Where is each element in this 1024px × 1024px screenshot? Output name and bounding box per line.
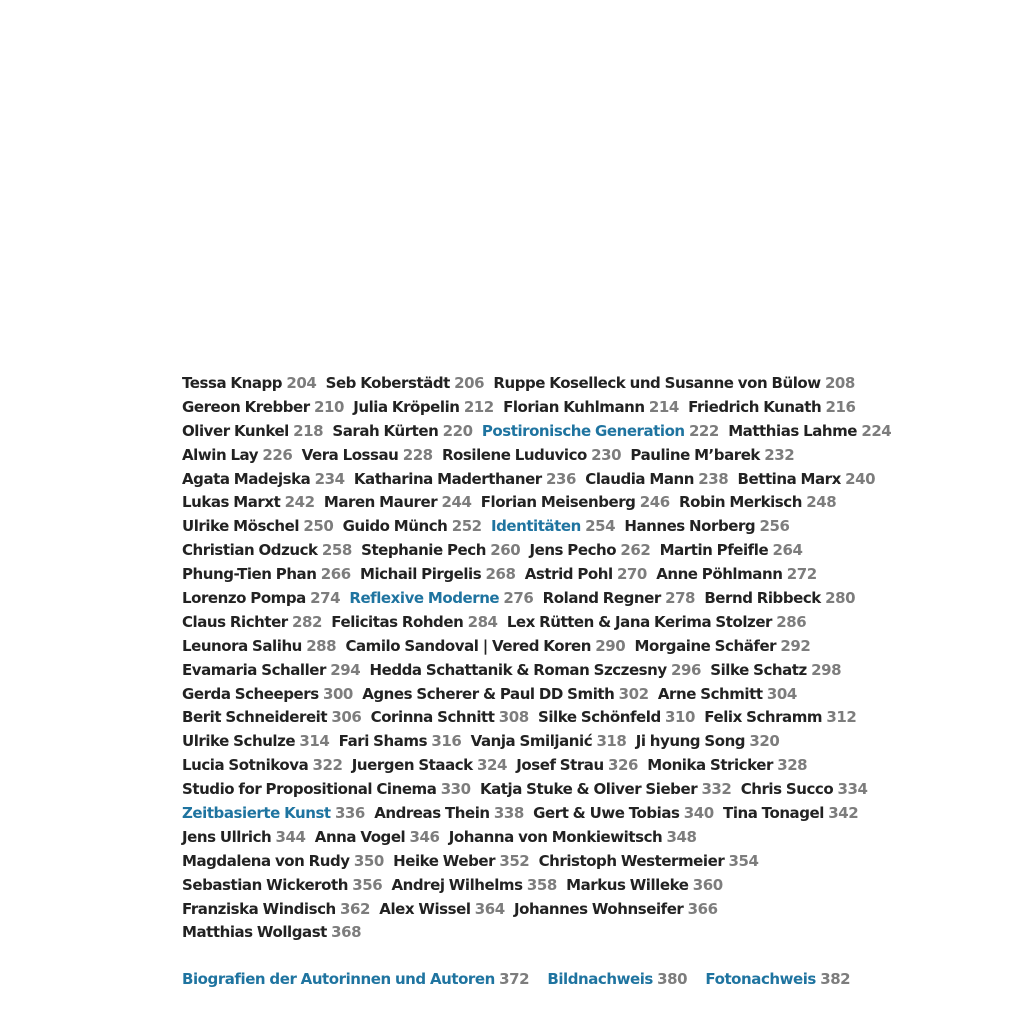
toc-line (182, 515, 882, 539)
toc-artist-entry (543, 589, 695, 607)
toc-artist-name: Maren Maurer (323, 493, 438, 512)
toc-artist-name: Phung-Tien Phan (182, 565, 317, 584)
toc-artist-name: Gereon Krebber (182, 397, 310, 416)
toc-page-number: 298 (811, 660, 842, 679)
toc-page-number: 342 (828, 804, 859, 823)
toc-page-number: 382 (820, 970, 851, 988)
toc-artist-entry (182, 541, 352, 559)
toc-artist-name: Anna Vogel (314, 827, 406, 846)
toc-artist-name: Juergen Staack (351, 756, 473, 775)
toc-page-number: 284 (467, 612, 498, 631)
toc-artist-entry (710, 661, 841, 679)
toc-page-number: 380 (657, 970, 688, 988)
toc-page-number: 300 (322, 684, 353, 703)
toc-artist-name: Bernd Ribbeck (704, 589, 821, 608)
toc-page-number: 258 (321, 541, 352, 560)
toc-artist-name: Florian Meisenberg (480, 493, 636, 512)
toc-artist-entry (525, 565, 647, 583)
toc-section-entry (482, 422, 719, 440)
toc-page-number: 312 (826, 708, 857, 727)
toc-artist-name: Chris Succo (740, 780, 834, 799)
toc-artist-name: Silke Schatz (710, 660, 807, 679)
toc-line (182, 635, 882, 659)
toc-artist-name: Stephanie Pech (361, 541, 486, 560)
toc-page-number: 274 (310, 589, 341, 608)
toc-artist-entry (371, 708, 529, 726)
toc-artist-name: Gerda Scheepers (182, 684, 319, 703)
toc-page-number: 270 (616, 565, 647, 584)
toc-artist-entry (471, 732, 627, 750)
toc-page-number: 346 (409, 827, 440, 846)
toc-artist-name: Hedda Schattanik & Roman Szczesny (369, 660, 667, 679)
toc-artist-entry (658, 685, 797, 703)
toc-appendix-entry (547, 970, 687, 988)
toc-artist-name: Bettina Marx (737, 469, 841, 488)
toc-artist-entry (302, 446, 433, 464)
toc-artist-name: Josef Strau (516, 756, 604, 775)
toc-page-number: 252 (451, 517, 482, 536)
toc-artist-entry (514, 900, 718, 918)
toc-artist-entry (182, 852, 384, 870)
toc-page-number: 360 (692, 875, 723, 894)
toc-page-number: 244 (441, 493, 472, 512)
toc-page-number: 250 (303, 517, 334, 536)
toc-artist-name: Anne Pöhlmann (656, 565, 783, 584)
toc-page-number: 306 (331, 708, 362, 727)
toc-page-number: 272 (786, 565, 817, 584)
toc-page-number: 316 (431, 732, 462, 751)
toc-artist-name: Hannes Norberg (624, 517, 756, 536)
toc-page-number: 254 (585, 517, 616, 536)
toc-artist-name: Jens Ullrich (182, 827, 272, 846)
toc-artist-entry (182, 708, 361, 726)
toc-page-number: 328 (777, 756, 808, 775)
toc-page-number: 234 (314, 469, 345, 488)
toc-page-number: 366 (687, 899, 718, 918)
toc-artist-name: Christian Odzuck (182, 541, 318, 560)
toc-artist-entry (182, 661, 360, 679)
toc-artist-entry (315, 828, 440, 846)
toc-artist-entry (370, 661, 701, 679)
toc-artist-entry (738, 470, 876, 488)
toc-artist-name: Evamaria Schaller (182, 660, 326, 679)
toc-artist-name: Johanna von Monkiewitsch (448, 827, 663, 846)
toc-page-number: 286 (776, 612, 807, 631)
toc-artist-entry (352, 756, 507, 774)
toc-artist-entry (507, 613, 806, 631)
toc-page-number: 268 (485, 565, 516, 584)
toc-artist-entry (182, 756, 343, 774)
toc-section-title: Postironische Generation (481, 421, 685, 440)
toc-artist-entry (182, 446, 292, 464)
toc-section-entry (349, 589, 533, 607)
toc-artist-entry (393, 852, 529, 870)
toc-artist-name: Matthias Wollgast (182, 923, 327, 942)
toc-artist-name: Felix Schramm (704, 708, 823, 727)
toc-page-number: 260 (490, 541, 521, 560)
toc-page-number: 282 (292, 612, 323, 631)
toc-page-number: 206 (454, 374, 485, 392)
toc-artist-name: Ji hyung Song (635, 732, 746, 751)
toc-artist-name: Alex Wissel (379, 899, 471, 918)
toc-artist-entry (182, 732, 329, 750)
toc-page-number: 354 (728, 851, 759, 870)
toc-artist-entry (480, 780, 731, 798)
toc-artist-entry (182, 493, 315, 511)
toc-page-number: 358 (526, 875, 557, 894)
toc-page-number: 314 (299, 732, 330, 751)
toc-artist-name: Gert & Uwe Tobias (533, 804, 680, 823)
toc-artist-entry (362, 685, 648, 703)
toc-page-number: 256 (759, 517, 790, 536)
toc-artist-entry (182, 900, 370, 918)
toc-artist-entry (182, 398, 344, 416)
toc-artist-entry (481, 493, 670, 511)
toc-page-number: 336 (334, 804, 365, 823)
toc-artist-entry (182, 589, 340, 607)
toc-page-number: 352 (499, 851, 530, 870)
toc-artist-name: Martin Pfeifle (659, 541, 769, 560)
toc-artist-entry (660, 541, 803, 559)
toc-artist-entry (516, 756, 638, 774)
toc-line (182, 802, 882, 826)
toc-page-number: 326 (608, 756, 638, 775)
toc-page-number: 350 (353, 851, 384, 870)
toc-page-number: 330 (440, 780, 471, 799)
toc-artist-entry (636, 732, 780, 750)
toc-appendix-title: Fotonachweis (705, 970, 816, 988)
toc-artist-name: Friedrich Kunath (688, 397, 822, 416)
toc-page-number: 262 (620, 541, 651, 560)
toc-artist-name: Guido Münch (342, 517, 448, 536)
toc-artist-name: Alwin Lay (182, 445, 259, 464)
toc-artist-name: Tina Tonagel (723, 804, 824, 823)
toc-artist-entry (182, 828, 306, 846)
toc-artist-entry (343, 517, 482, 535)
toc-page-number: 348 (666, 827, 697, 846)
toc-artist-entry (332, 422, 472, 440)
toc-artist-entry (182, 685, 353, 703)
toc-page-number: 308 (498, 708, 529, 727)
toc-artist-name: Robin Merkisch (678, 493, 802, 512)
toc-line (182, 754, 882, 778)
toc-artist-name: Sebastian Wickeroth (182, 875, 348, 894)
toc-page-number: 356 (352, 875, 383, 894)
toc-artist-entry (741, 780, 868, 798)
toc-page-number: 372 (499, 970, 530, 988)
toc-artist-entry (345, 637, 625, 655)
toc-page-number: 318 (596, 732, 627, 751)
toc-page-number: 212 (463, 397, 494, 416)
toc-page-number: 210 (313, 397, 344, 416)
toc-page-number: 294 (330, 660, 361, 679)
toc-artist-entry (182, 422, 323, 440)
toc-artist-name: Katharina Maderthaner (353, 469, 542, 488)
toc-artist-entry (723, 804, 858, 822)
toc-artist-name: Berit Schneidereit (182, 708, 328, 727)
toc-page-number: 208 (824, 374, 855, 392)
toc-page-number: 242 (284, 493, 315, 512)
toc-artist-name: Heike Weber (393, 851, 496, 870)
toc-artist-name: Magdalena von Rudy (182, 851, 350, 870)
toc-line (182, 778, 882, 802)
toc-artist-entry (339, 732, 462, 750)
toc-artist-entry (529, 541, 650, 559)
toc-page-number: 238 (698, 469, 729, 488)
toc-page-number: 320 (749, 732, 780, 751)
toc-artist-entry (503, 398, 679, 416)
toc-artist-entry (182, 876, 382, 894)
toc-appendix-title: Bildnachweis (547, 970, 653, 988)
toc-artist-entry (391, 876, 556, 894)
toc-page-number: 246 (639, 493, 670, 512)
toc-artist-name: Roland Regner (542, 589, 661, 608)
toc-artist-entry (182, 374, 316, 392)
toc-section-title: Identitäten (490, 517, 581, 536)
toc-artist-name: Leunora Salihu (182, 636, 302, 655)
toc-artist-entry (538, 708, 695, 726)
toc-page-number: 204 (286, 374, 317, 392)
toc-artist-entry (704, 589, 855, 607)
toc-page-number: 290 (595, 636, 626, 655)
toc-appendix (182, 968, 864, 992)
toc-page-number: 266 (320, 565, 351, 584)
toc-artist-entry (635, 637, 811, 655)
toc-page-number: 276 (503, 589, 534, 608)
toc-artist-name: Monika Stricker (647, 756, 773, 775)
toc-page-number: 214 (648, 397, 679, 416)
toc-artist-entry (688, 398, 855, 416)
toc-artist-entry (182, 470, 345, 488)
toc-line (182, 372, 882, 396)
toc-line (182, 898, 882, 922)
toc-page-number: 226 (262, 445, 293, 464)
toc-page-number: 228 (402, 445, 433, 464)
toc-page-number: 362 (340, 899, 370, 918)
toc-artist-name: Claus Richter (182, 612, 288, 631)
toc-page-number: 264 (772, 541, 803, 560)
toc-artist-entry (379, 900, 504, 918)
toc-artist-entry (566, 876, 723, 894)
toc-artist-entry (585, 470, 728, 488)
toc-artist-entry (493, 374, 855, 392)
toc-page-number: 340 (683, 804, 714, 823)
toc-artist-name: Seb Koberstädt (325, 374, 450, 392)
toc-artist-name: Lucia Sotnikova (182, 756, 309, 775)
toc-page-number: 236 (546, 469, 577, 488)
toc-artist-entry (361, 541, 520, 559)
toc-line (182, 683, 882, 707)
toc-artist-name: Ulrike Schulze (182, 732, 296, 751)
toc-artist-name: Matthias Lahme (728, 421, 858, 440)
toc-page-number: 292 (780, 636, 811, 655)
toc-line (182, 491, 882, 515)
toc-page-number: 302 (618, 684, 649, 703)
toc-artist-entry (354, 470, 576, 488)
toc-line (182, 468, 882, 492)
toc-artist-entry (630, 446, 794, 464)
toc-artist-entry (533, 804, 714, 822)
toc-artist-name: Morgaine Schäfer (634, 636, 777, 655)
toc-artist-name: Astrid Pohl (524, 565, 613, 584)
toc-section-entry (182, 804, 365, 822)
toc-artist-name: Oliver Kunkel (182, 421, 289, 440)
toc-artist-name: Ulrike Möschel (182, 517, 300, 536)
toc-artist-name: Andreas Thein (374, 804, 490, 823)
toc-artist-entry (624, 517, 789, 535)
toc-page-number: 296 (671, 660, 701, 679)
toc-artist-entry (442, 446, 621, 464)
toc-page-number: 344 (275, 827, 306, 846)
toc-line (182, 659, 882, 683)
toc-artist-entry (353, 398, 494, 416)
toc-page-number: 218 (293, 421, 324, 440)
toc-page-number: 248 (806, 493, 837, 512)
toc-artist-name: Corinna Schnitt (370, 708, 495, 727)
toc-artist-name: Markus Willeke (566, 875, 689, 894)
toc-artist-entry (728, 422, 891, 440)
toc-artist-entry (182, 923, 361, 941)
toc-section-title: Reflexive Moderne (349, 589, 500, 608)
toc-artist-entry (679, 493, 836, 511)
toc-line (182, 850, 882, 874)
toc-line (182, 826, 882, 850)
toc-section-entry (491, 517, 615, 535)
toc-artist-entry (324, 493, 472, 511)
table-of-contents (182, 372, 892, 945)
toc-appendix-entry (705, 970, 850, 988)
toc-line (182, 587, 882, 611)
toc-page-number: 304 (766, 684, 797, 703)
toc-line (182, 396, 882, 420)
toc-page-number: 322 (312, 756, 343, 775)
toc-artist-entry (182, 565, 351, 583)
toc-page-number: 222 (688, 421, 719, 440)
toc-artist-name: Tessa Knapp (182, 374, 283, 392)
toc-artist-name: Sarah Kürten (332, 421, 439, 440)
toc-artist-entry (704, 708, 856, 726)
toc-artist-name: Silke Schönfeld (538, 708, 661, 727)
toc-line (182, 921, 882, 945)
toc-artist-name: Katja Stuke & Oliver Sieber (479, 780, 698, 799)
toc-page-number: 310 (665, 708, 696, 727)
toc-artist-name: Claudia Mann (585, 469, 694, 488)
toc-page-number: 338 (493, 804, 524, 823)
toc-page-number: 224 (861, 421, 892, 440)
toc-artist-entry (449, 828, 697, 846)
toc-line (182, 611, 882, 635)
toc-artist-name: Michail Pirgelis (360, 565, 482, 584)
toc-line (182, 563, 882, 587)
toc-page-number: 216 (825, 397, 856, 416)
toc-artist-name: Pauline M’barek (630, 445, 760, 464)
toc-artist-name: Arne Schmitt (657, 684, 763, 703)
toc-page-number: 232 (764, 445, 795, 464)
toc-artist-entry (182, 780, 471, 798)
toc-page-number: 324 (477, 756, 507, 775)
toc-artist-name: Florian Kuhlmann (503, 397, 645, 416)
toc-page-number: 364 (474, 899, 505, 918)
toc-artist-name: Studio for Propositional Cinema (182, 780, 437, 799)
toc-artist-entry (182, 613, 322, 631)
toc-artist-name: Ruppe Koselleck und Susanne von Bülow (493, 374, 821, 392)
toc-page-number: 240 (845, 469, 876, 488)
toc-artist-entry (656, 565, 817, 583)
toc-artist-entry (182, 637, 336, 655)
toc-artist-name: Franziska Windisch (182, 899, 336, 918)
toc-artist-name: Lorenzo Pompa (182, 589, 306, 608)
toc-artist-entry (539, 852, 759, 870)
toc-line (182, 539, 882, 563)
toc-line (182, 420, 892, 444)
toc-section-title: Zeitbasierte Kunst (182, 804, 331, 823)
toc-artist-name: Fari Shams (338, 732, 428, 751)
toc-artist-entry (331, 613, 497, 631)
toc-artist-entry (182, 517, 333, 535)
toc-page-number: 230 (591, 445, 622, 464)
toc-page-number: 220 (442, 421, 473, 440)
toc-artist-entry (647, 756, 807, 774)
toc-line (182, 730, 882, 754)
toc-artist-name: Agnes Scherer & Paul DD Smith (362, 684, 615, 703)
toc-artist-entry (374, 804, 524, 822)
toc-page-number: 368 (331, 923, 362, 942)
toc-appendix-title: Biografien der Autorinnen und Autoren (182, 970, 495, 988)
toc-artist-name: Christoph Westermeier (538, 851, 725, 870)
toc-page-number: 278 (665, 589, 696, 608)
toc-appendix-entry (182, 970, 529, 988)
toc-page-number: 288 (306, 636, 337, 655)
toc-artist-name: Jens Pecho (529, 541, 617, 560)
toc-artist-name: Julia Kröpelin (353, 397, 460, 416)
toc-line (182, 706, 882, 730)
toc-artist-name: Felicitas Rohden (331, 612, 464, 631)
toc-page-number: 334 (837, 780, 868, 799)
toc-artist-name: Vanja Smiljanić (470, 732, 593, 751)
toc-artist-name: Vera Lossau (301, 445, 399, 464)
toc-artist-name: Rosilene Luduvico (441, 445, 587, 464)
toc-page-number: 332 (701, 780, 732, 799)
toc-page-number: 280 (825, 589, 856, 608)
toc-artist-name: Camilo Sandoval | Vered Koren (345, 636, 591, 655)
toc-artist-entry (360, 565, 515, 583)
toc-line (182, 874, 882, 898)
toc-artist-name: Lex Rütten & Jana Kerima Stolzer (506, 612, 772, 631)
toc-line (182, 444, 882, 468)
toc-artist-name: Agata Madejska (182, 469, 311, 488)
toc-artist-entry (326, 374, 485, 392)
toc-artist-name: Lukas Marxt (182, 493, 281, 512)
toc-artist-name: Andrej Wilhelms (391, 875, 523, 894)
toc-artist-name: Johannes Wohnseifer (514, 899, 684, 918)
